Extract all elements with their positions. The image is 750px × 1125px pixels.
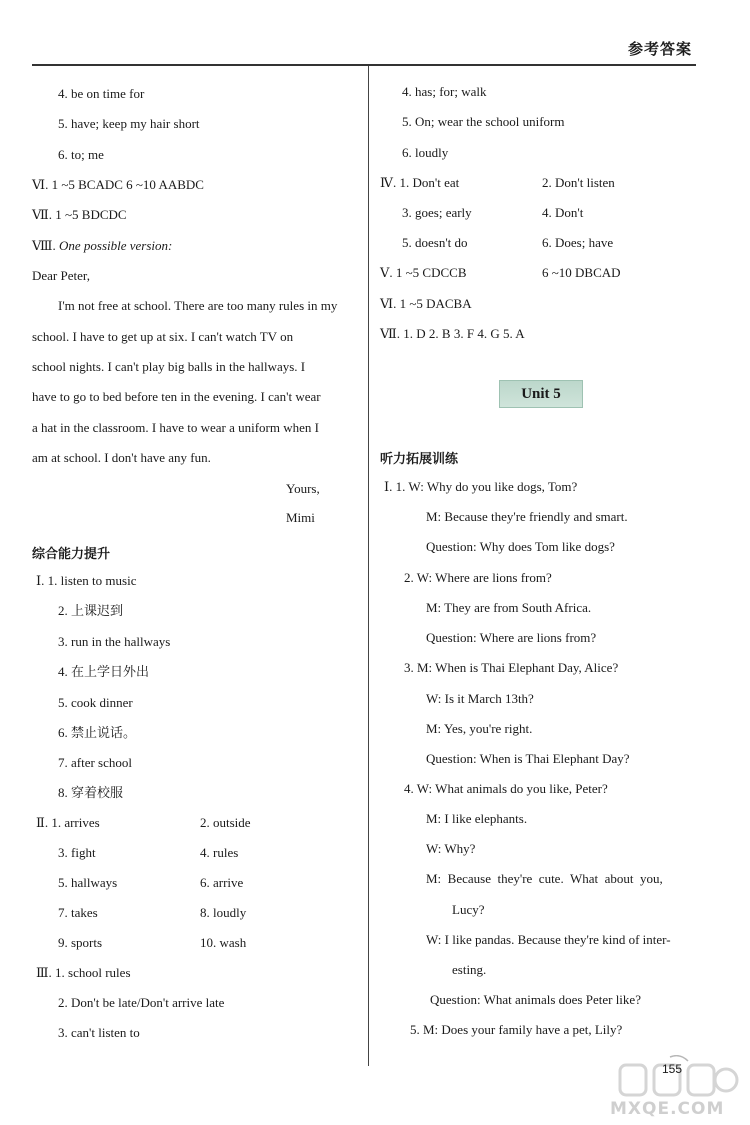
answer-line: 6. arrive bbox=[200, 875, 244, 890]
answer-line: Ⅰ. 1. listen to music bbox=[36, 573, 137, 588]
dialogue-line: M: Because they're friendly and smart. bbox=[426, 509, 628, 524]
answer-line: 6. to; me bbox=[58, 147, 104, 162]
section-title: 综合能力提升 bbox=[32, 547, 111, 562]
answer-line: 5. doesn't do bbox=[402, 235, 468, 250]
answer-line: 7. after school bbox=[58, 755, 133, 770]
answer-line: 5. have; keep my hair short bbox=[58, 116, 200, 131]
dialogue-line: M: I like elephants. bbox=[426, 811, 528, 826]
answer-line: 5. cook dinner bbox=[58, 695, 133, 710]
answer-line: 3. can't listen to bbox=[58, 1025, 140, 1040]
header-rule bbox=[32, 64, 696, 66]
answer-line: 2. Don't be late/Don't arrive late bbox=[58, 995, 225, 1010]
dialogue-line: W: Why? bbox=[426, 841, 476, 856]
dialogue-line: esting. bbox=[452, 962, 487, 977]
roman-numeral: Ⅷ. bbox=[32, 238, 59, 253]
answer-line: 4. rules bbox=[200, 845, 239, 860]
dialogue-line: W: Is it March 13th? bbox=[426, 691, 534, 706]
answer-line: 6. 禁止说话。 bbox=[58, 725, 137, 740]
answer-line: Ⅳ. 1. Don't eat bbox=[380, 175, 460, 190]
dialogue-line: M: They are from South Africa. bbox=[426, 600, 592, 615]
letter-closing: Yours, bbox=[286, 481, 320, 496]
dialogue-line: 4. W: What animals do you like, Peter? bbox=[404, 781, 608, 796]
letter-body-line: school. I have to get up at six. I can't watch TV on bbox=[32, 329, 294, 344]
letter-signature: Mimi bbox=[286, 510, 315, 525]
answer-line: 4. Don't bbox=[542, 205, 584, 220]
answer-line: 3. run in the hallways bbox=[58, 634, 171, 649]
dialogue-line: M: Yes, you're right. bbox=[426, 721, 533, 736]
answer-line: Ⅵ. 1 ~5 BCADC 6 ~10 AABDC bbox=[32, 177, 204, 192]
answer-line: 2. Don't listen bbox=[542, 175, 615, 190]
answer-line: 6. loudly bbox=[402, 145, 449, 160]
answer-line: 2. 上课迟到 bbox=[58, 603, 124, 618]
answer-line: 10. wash bbox=[200, 935, 247, 950]
letter-body-line: a hat in the classroom. I have to wear a uniform when I bbox=[32, 420, 319, 435]
answer-line: 3. goes; early bbox=[402, 205, 472, 220]
possible-version-label: One possible version: bbox=[58, 238, 173, 253]
letter-body-line: I'm not free at school. There are too many rules in my bbox=[58, 298, 338, 313]
answer-line: Ⅶ. 1 ~5 BDCDC bbox=[32, 207, 127, 222]
dialogue-line: 3. M: When is Thai Elephant Day, Alice? bbox=[404, 660, 619, 675]
letter-body-line: am at school. I don't have any fun. bbox=[32, 450, 211, 465]
dialogue-line: Question: Where are lions from? bbox=[426, 630, 597, 645]
page-header-title: 参考答案 bbox=[628, 40, 693, 58]
answer-line: 7. takes bbox=[58, 905, 98, 920]
answer-line: 8. loudly bbox=[200, 905, 247, 920]
dialogue-line: W: I like pandas. Because they're kind of inter- bbox=[426, 932, 671, 947]
dialogue-line: M: Because they're cute. What about you, bbox=[426, 871, 663, 886]
answer-line: 6 ~10 DBCAD bbox=[542, 265, 621, 280]
answer-line: Ⅲ. 1. school rules bbox=[36, 965, 131, 980]
answer-line: 4. be on time for bbox=[58, 86, 145, 101]
dialogue-line: Question: Why does Tom like dogs? bbox=[426, 539, 615, 554]
unit-label-badge: Unit 5 bbox=[499, 380, 583, 408]
dialogue-line: Question: When is Thai Elephant Day? bbox=[426, 751, 630, 766]
answer-line: 8. 穿着校服 bbox=[58, 785, 124, 800]
listening-section-title: 听力拓展训练 bbox=[380, 452, 459, 467]
dialogue-line: Lucy? bbox=[452, 902, 485, 917]
column-divider bbox=[368, 66, 369, 1066]
answer-line: Ⅶ. 1. D 2. B 3. F 4. G 5. A bbox=[380, 326, 525, 341]
dialogue-line: 5. M: Does your family have a pet, Lily? bbox=[410, 1022, 623, 1037]
watermark-text: MXQE.COM bbox=[610, 1099, 725, 1119]
answer-line: 5. hallways bbox=[58, 875, 118, 890]
answer-line: 9. sports bbox=[58, 935, 103, 950]
page-number: 155 bbox=[662, 1062, 683, 1076]
letter-salutation: Dear Peter, bbox=[32, 268, 90, 283]
answer-line bbox=[32, 238, 172, 254]
answer-line: 3. fight bbox=[58, 845, 96, 860]
answer-line: 4. 在上学日外出 bbox=[58, 664, 150, 679]
dialogue-line: Question: What animals does Peter like? bbox=[430, 992, 641, 1007]
answer-line: 6. Does; have bbox=[542, 235, 614, 250]
answer-line: 4. has; for; walk bbox=[402, 84, 487, 99]
answer-line: Ⅴ. 1 ~5 CDCCB bbox=[380, 265, 467, 280]
answer-line: 5. On; wear the school uniform bbox=[402, 114, 565, 129]
dialogue-line: 2. W: Where are lions from? bbox=[404, 570, 552, 585]
answer-line: Ⅵ. 1 ~5 DACBA bbox=[380, 296, 472, 311]
letter-body-line: school nights. I can't play big balls in the hallways. I bbox=[32, 359, 306, 374]
answer-line: 2. outside bbox=[200, 815, 251, 830]
answer-line: Ⅱ. 1. arrives bbox=[36, 815, 100, 830]
letter-body-line: have to go to bed before ten in the evening. I can't wear bbox=[32, 389, 321, 404]
dialogue-line: Ⅰ. 1. W: Why do you like dogs, Tom? bbox=[384, 479, 578, 494]
